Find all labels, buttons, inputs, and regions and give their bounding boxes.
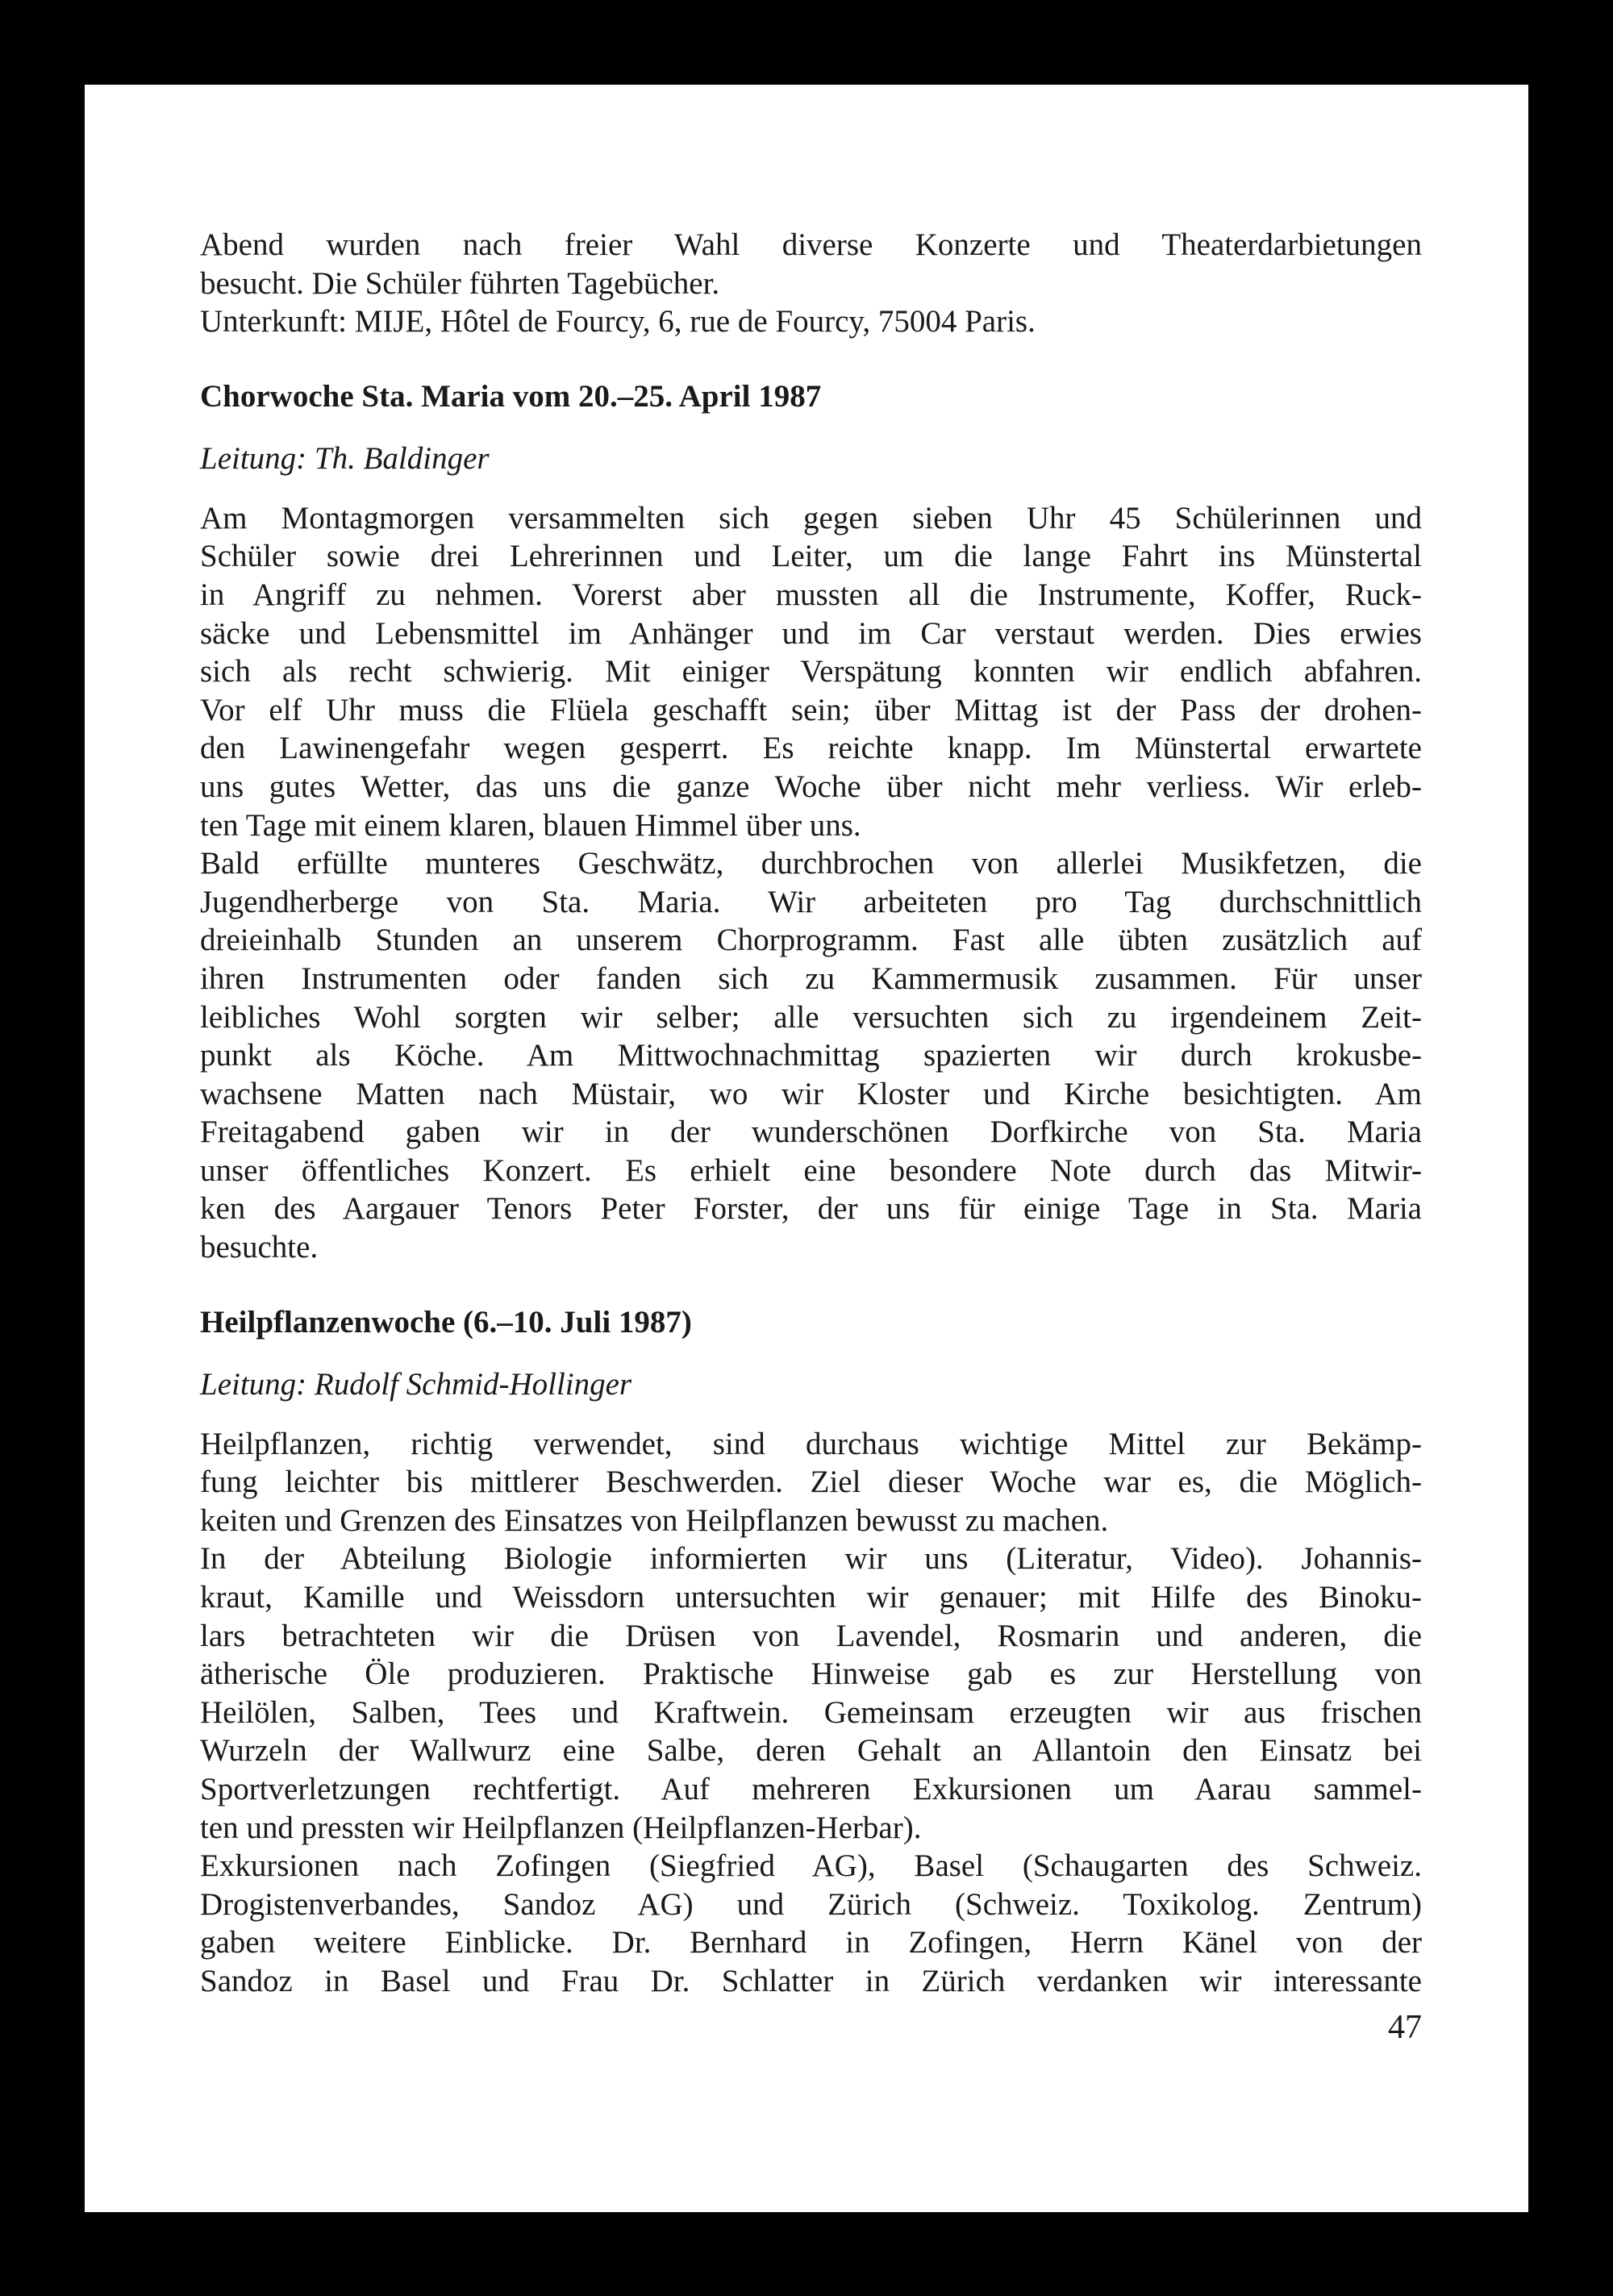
section-body-chorwoche <box>200 499 1422 1267</box>
text-line: fung leichter bis mittlerer Beschwerden. Ziel dieser Woche war es, die Möglich- <box>200 1465 1422 1500</box>
page-number: 47 <box>1388 2009 1422 2046</box>
text-line: besucht. Die Schüler führten Tagebücher. <box>200 265 720 301</box>
text-line: Sportverletzungen rechtfertigt. Auf mehreren Exkursionen um Aarau sammel- <box>200 1772 1422 1806</box>
text-line: Schüler sowie drei Lehrerinnen und Leiter, um die lange Fahrt ins Münstertal <box>200 539 1422 574</box>
section-heading-heilpflanzenwoche: Heilpflanzenwoche (6.–10. Juli 1987) <box>200 1304 692 1340</box>
section-heading-chorwoche: Chorwoche Sta. Maria vom 20.–25. April 1987 <box>200 378 822 414</box>
text-line: ihren Instrumenten oder fanden sich zu Kammermusik zusammen. Für unser <box>200 960 1422 996</box>
text-line: Am Montagmorgen versammelten sich gegen sieben Uhr 45 Schülerinnen und <box>200 500 1422 535</box>
text-line: kraut, Kamille und Weissdorn untersuchten wir genauer; mit Hilfe des Binoku- <box>200 1580 1422 1615</box>
text-line: ten Tage mit einem klaren, blauen Himmel über uns. <box>200 807 861 843</box>
text-line: ken des Aargauer Tenors Peter Forster, der uns für einige Tage in Sta. Maria <box>200 1191 1422 1227</box>
section-byline-chorwoche: Leitung: Th. Baldinger <box>200 440 490 476</box>
text-line: Unterkunft: MIJE, Hôtel de Fourcy, 6, rue de Fourcy, 75004 Paris. <box>200 304 1036 340</box>
text-line: ten und pressten wir Heilpflanzen (Heilpflanzen-Herbar). <box>200 1810 922 1845</box>
text-line: Freitagabend gaben wir in der wunderschönen Dorfkirche von Sta. Maria <box>200 1115 1422 1150</box>
text-line: punkt als Köche. Am Mittwochnachmittag spazierten wir durch krokusbe- <box>200 1038 1422 1073</box>
text-line: den Lawinengefahr wegen gesperrt. Es reichte knapp. Im Münstertal erwartete <box>200 731 1422 766</box>
text-line: unser öffentliches Konzert. Es erhielt eine besondere Note durch das Mitwir- <box>200 1152 1422 1188</box>
text-line: lars betrachteten wir die Drüsen von Lavendel, Rosmarin und anderen, die <box>200 1618 1422 1653</box>
page <box>85 85 1528 2212</box>
text-line: keiten und Grenzen des Einsatzes von Heilpflanzen bewusst zu machen. <box>200 1502 1109 1538</box>
text-line: säcke und Lebensmittel im Anhänger und im Car verstaut werden. Dies erwies <box>200 615 1422 651</box>
text-line: In der Abteilung Biologie informierten wir uns (Literatur, Video). Johannis- <box>200 1541 1422 1577</box>
text-line: leibliches Wohl sorgten wir selber; alle versuchten sich zu irgendeinem Zeit- <box>200 999 1422 1035</box>
text-line: in Angriff zu nehmen. Vorerst aber mussten all die Instrumente, Koffer, Ruck- <box>200 577 1422 612</box>
text-line: Jugendherberge von Sta. Maria. Wir arbeiteten pro Tag durchschnittlich <box>200 884 1422 919</box>
text-line: Vor elf Uhr muss die Flüela geschafft sein; über Mittag ist der Pass der drohen- <box>200 692 1422 727</box>
text-line: sich als recht schwierig. Mit einiger Verspätung konnten wir endlich abfahren. <box>200 654 1422 690</box>
text-line: Heilpflanzen, richtig verwendet, sind durchaus wichtige Mittel zur Bekämp- <box>200 1426 1422 1461</box>
text-line: dreieinhalb Stunden an unserem Chorprogramm. Fast alle übten zusätzlich auf <box>200 923 1422 958</box>
section-body-heilpflanzenwoche <box>200 1425 1422 2001</box>
section-byline-heilpflanzenwoche: Leitung: Rudolf Schmid-Hollinger <box>200 1366 632 1402</box>
text-line: Drogistenverbandes, Sandoz AG) und Zürich (Schweiz. Toxikolog. Zentrum) <box>200 1886 1422 1922</box>
text-line: wachsene Matten nach Müstair, wo wir Kloster und Kirche besichtigten. Am <box>200 1076 1422 1111</box>
text-line: gaben weitere Einblicke. Dr. Bernhard in Zofingen, Herrn Känel von der <box>200 1925 1422 1961</box>
text-line: Wurzeln der Wallwurz eine Salbe, deren Gehalt an Allantoin den Einsatz bei <box>200 1733 1422 1769</box>
intro-paragraph <box>200 226 1422 341</box>
text-line: uns gutes Wetter, das uns die ganze Woche über nicht mehr verliess. Wir erleb- <box>200 769 1422 804</box>
text-line: Abend wurden nach freier Wahl diverse Konzerte und Theaterdarbietungen <box>200 227 1422 262</box>
text-line: ätherische Öle produzieren. Praktische Hinweise gab es zur Herstellung von <box>200 1656 1422 1692</box>
text-line: Heilölen, Salben, Tees und Kraftwein. Gemeinsam erzeugten wir aus frischen <box>200 1694 1422 1730</box>
text-line: Bald erfüllte munteres Geschwätz, durchbrochen von allerlei Musikfetzen, die <box>200 846 1422 881</box>
text-line: besuchte. <box>200 1230 319 1265</box>
page-content <box>200 226 1422 2001</box>
text-line: Exkursionen nach Zofingen (Siegfried AG), Basel (Schaugarten des Schweiz. <box>200 1848 1422 1884</box>
text-line: Sandoz in Basel und Frau Dr. Schlatter in Zürich verdanken wir interessante <box>200 1963 1422 1998</box>
